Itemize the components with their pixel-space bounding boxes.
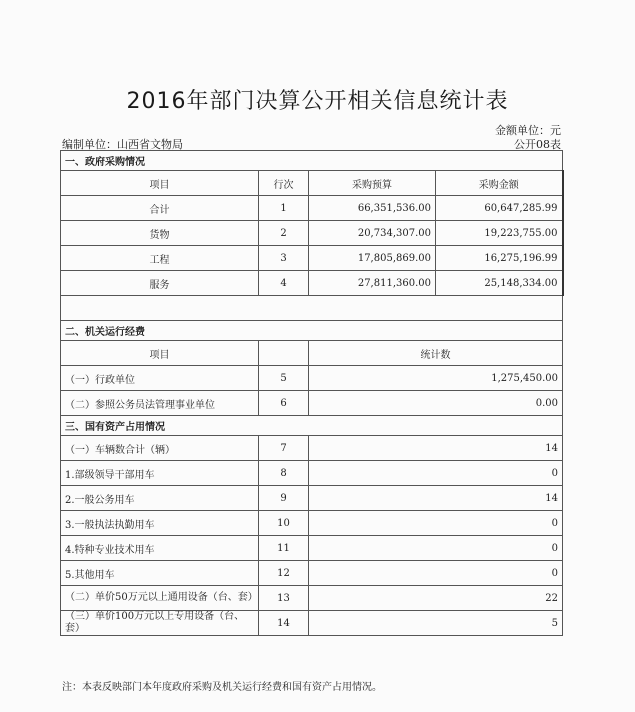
section-heading-operating-costs: 二、机关运行经费 xyxy=(61,321,563,341)
row-value: 0 xyxy=(309,511,563,536)
row-value: 14 xyxy=(309,486,563,511)
section-heading-procurement: 一、政府采购情况 xyxy=(61,151,563,171)
row-item: （二）单价50万元以上通用设备（台、套） xyxy=(61,586,259,611)
row-line: 1 xyxy=(259,196,309,221)
row-value: 14 xyxy=(309,436,563,461)
form-number: 公开08表 xyxy=(514,138,561,151)
row-item: 1.部级领导干部用车 xyxy=(61,461,259,486)
page-title: 2016年部门决算公开相关信息统计表 xyxy=(126,89,509,114)
table-row xyxy=(61,511,563,536)
row-value: 0 xyxy=(309,461,563,486)
row-budget: 17,805,869.00 xyxy=(309,246,436,271)
header-line xyxy=(259,341,309,366)
footnote: 注：本表反映部门本年度政府采购及机关运行经费和国有资产占用情况。 xyxy=(62,682,382,693)
header-budget: 采购预算 xyxy=(309,171,436,196)
header-item: 项目 xyxy=(61,171,259,196)
table-row xyxy=(61,561,563,586)
section-heading-assets: 三、国有资产占用情况 xyxy=(61,416,563,436)
table-row xyxy=(61,436,563,461)
table-row xyxy=(61,536,563,561)
row-amount: 19,223,755.00 xyxy=(436,221,563,246)
row-line: 5 xyxy=(259,366,309,391)
table-header-row xyxy=(61,171,563,196)
row-amount: 16,275,196.99 xyxy=(436,246,563,271)
table-row xyxy=(61,366,563,391)
blank-row xyxy=(61,296,563,321)
row-value: 22 xyxy=(309,586,563,611)
row-line: 14 xyxy=(259,611,309,636)
table-row xyxy=(61,196,563,221)
table-row xyxy=(61,461,563,486)
statistics-table xyxy=(60,150,564,636)
row-line: 8 xyxy=(259,461,309,486)
row-item: （一）车辆数合计（辆） xyxy=(61,436,259,461)
row-budget: 66,351,536.00 xyxy=(309,196,436,221)
row-budget: 27,811,360.00 xyxy=(309,271,436,296)
row-line: 6 xyxy=(259,391,309,416)
table-row xyxy=(61,391,563,416)
row-value: 0 xyxy=(309,536,563,561)
row-value: 1,275,450.00 xyxy=(309,366,563,391)
row-amount: 60,647,285.99 xyxy=(436,196,563,221)
row-line: 11 xyxy=(259,536,309,561)
header-stat: 统计数 xyxy=(309,341,563,366)
row-item: 工程 xyxy=(61,246,259,271)
table-row xyxy=(61,271,563,296)
row-item: （二）参照公务员法管理事业单位 xyxy=(61,391,259,416)
row-value: 0 xyxy=(309,561,563,586)
row-line: 2 xyxy=(259,221,309,246)
row-item: 3.一般执法执勤用车 xyxy=(61,511,259,536)
compiling-unit: 编制单位：山西省文物局 xyxy=(62,138,183,151)
currency-unit: 金额单位：元 xyxy=(495,124,561,137)
row-amount: 25,148,334.00 xyxy=(436,271,563,296)
row-line: 13 xyxy=(259,586,309,611)
table-row xyxy=(61,246,563,271)
table-row xyxy=(61,486,563,511)
header-line: 行次 xyxy=(259,171,309,196)
row-item: 4.特种专业技术用车 xyxy=(61,536,259,561)
blank-cell xyxy=(61,296,563,321)
row-budget: 20,734,307.00 xyxy=(309,221,436,246)
table-row xyxy=(61,586,563,611)
row-item: （三）单价100万元以上专用设备（台、套） xyxy=(61,611,259,636)
row-line: 7 xyxy=(259,436,309,461)
table-row xyxy=(61,221,563,246)
row-item: 合计 xyxy=(61,196,259,221)
header-amount: 采购金额 xyxy=(436,171,563,196)
row-value: 0.00 xyxy=(309,391,563,416)
row-line: 12 xyxy=(259,561,309,586)
row-item: （一）行政单位 xyxy=(61,366,259,391)
row-item: 5.其他用车 xyxy=(61,561,259,586)
row-value: 5 xyxy=(309,611,563,636)
header-item: 项目 xyxy=(61,341,259,366)
row-line: 9 xyxy=(259,486,309,511)
row-line: 10 xyxy=(259,511,309,536)
row-line: 4 xyxy=(259,271,309,296)
table-row xyxy=(61,611,563,636)
row-item: 2.一般公务用车 xyxy=(61,486,259,511)
row-line: 3 xyxy=(259,246,309,271)
table-header-row xyxy=(61,341,563,366)
row-item: 货物 xyxy=(61,221,259,246)
row-item: 服务 xyxy=(61,271,259,296)
